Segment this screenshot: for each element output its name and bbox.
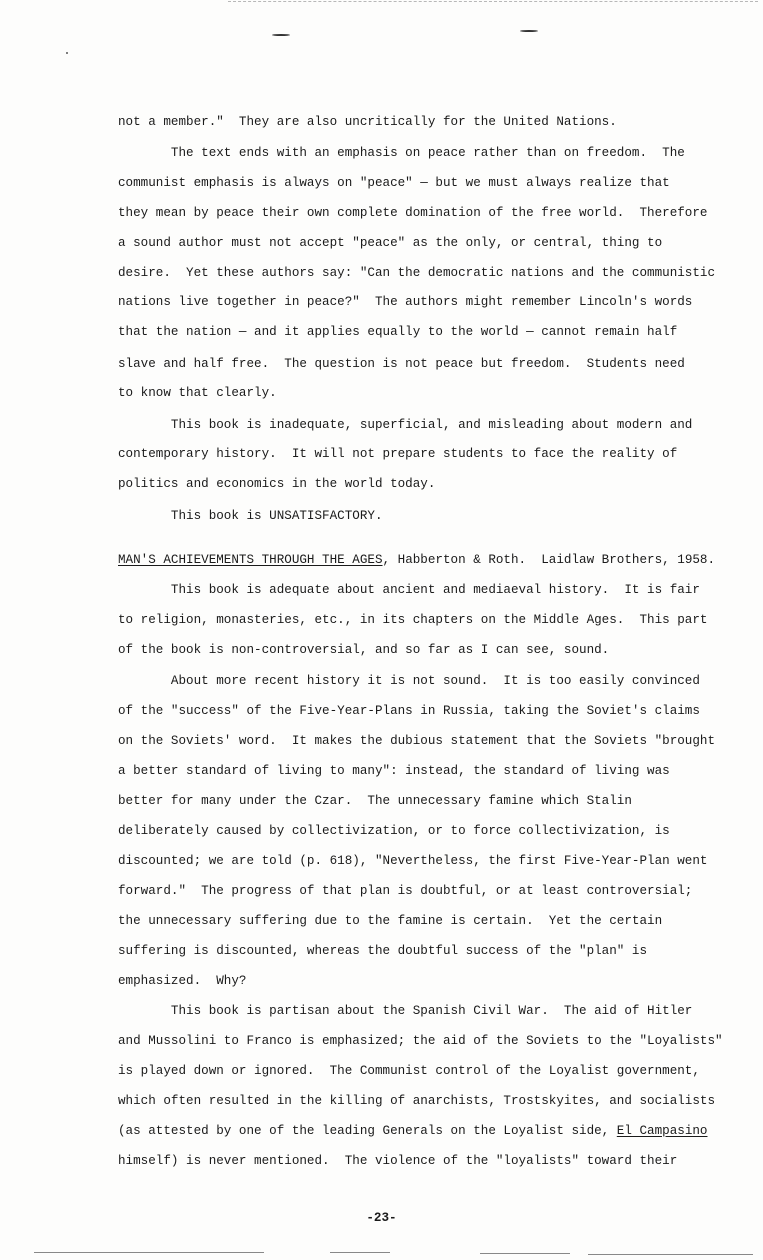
text-line xyxy=(118,552,715,568)
text-run: which often resulted in the killing of anarchists, Trostskyites, and socialists xyxy=(118,1094,716,1108)
text-line xyxy=(118,235,662,251)
text-run: that the nation — and it applies equally to the world — cannot remain half xyxy=(118,325,678,339)
text-line xyxy=(118,673,700,689)
text-line xyxy=(118,853,707,869)
text-run: is played down or ignored. The Communist control of the Loyalist government, xyxy=(118,1064,700,1078)
text-run: This book is adequate about ancient and mediaeval history. It is fair xyxy=(118,583,700,597)
text-line xyxy=(118,356,685,372)
text-run: communist emphasis is always on "peace" — but we must always realize that xyxy=(118,176,670,190)
text-line xyxy=(118,973,246,989)
text-run: suffering is discounted, whereas the doubtful success of the "plan" is xyxy=(118,944,648,958)
text-run: slave and half free. The question is not peace but freedom. Students need xyxy=(118,357,685,371)
text-line xyxy=(118,793,632,809)
text-line xyxy=(118,145,685,161)
text-line xyxy=(118,294,692,310)
text-line xyxy=(118,883,692,899)
text-run: they mean by peace their own complete domination of the free world. Therefore xyxy=(118,206,708,220)
text-line xyxy=(118,114,617,130)
underlined-title: El Campasino xyxy=(616,1124,708,1138)
bottom-rule xyxy=(330,1252,390,1253)
text-run: better for many under the Czar. The unnecessary famine which Stalin xyxy=(118,794,632,808)
text-line xyxy=(118,175,670,191)
text-run: of the "success" of the Five-Year-Plans in Russia, taking the Soviet's claims xyxy=(118,704,700,718)
text-run: and Mussolini to Franco is emphasized; the aid of the Soviets to the "Loyalists" xyxy=(118,1034,723,1048)
text-line xyxy=(118,823,670,839)
text-run: nations live together in peace?" The authors might remember Lincoln's words xyxy=(118,295,693,309)
text-line xyxy=(118,1123,708,1139)
text-line xyxy=(118,733,715,749)
bottom-rule xyxy=(480,1253,570,1254)
text-line xyxy=(118,476,435,492)
text-run: emphasized. Why? xyxy=(118,974,247,988)
text-line xyxy=(118,1153,677,1169)
text-line xyxy=(118,265,715,281)
text-line xyxy=(118,642,609,658)
scan-speck xyxy=(66,52,68,54)
text-line xyxy=(118,913,662,929)
text-run: forward." The progress of that plan is doubtful, or at least controversial; xyxy=(118,884,693,898)
text-run: a better standard of living to many": instead, the standard of living was xyxy=(118,764,670,778)
text-run: on the Soviets' word. It makes the dubious statement that the Soviets "brought xyxy=(118,734,716,748)
text-line xyxy=(118,1033,723,1049)
text-line xyxy=(118,1093,715,1109)
text-line xyxy=(118,508,383,524)
scan-mark xyxy=(272,34,290,36)
text-run: , Habberton & Roth. Laidlaw Brothers, 1958. xyxy=(382,553,716,567)
text-run: deliberately caused by collectivization, or to force collectivization, is xyxy=(118,824,670,838)
bottom-rule xyxy=(34,1252,264,1253)
text-line xyxy=(118,446,677,462)
text-run: The text ends with an emphasis on peace rather than on freedom. The xyxy=(118,146,685,160)
text-run: to know that clearly. xyxy=(118,386,277,400)
text-line xyxy=(118,612,707,628)
text-line xyxy=(118,324,677,340)
text-run: contemporary history. It will not prepare students to face the reality of xyxy=(118,447,678,461)
text-line xyxy=(118,943,647,959)
text-line xyxy=(118,205,707,221)
text-run: discounted; we are told (p. 618), "Nevertheless, the first Five-Year-Plan went xyxy=(118,854,708,868)
scan-mark xyxy=(520,30,538,32)
text-line xyxy=(118,703,700,719)
text-line xyxy=(118,582,700,598)
page-number: -23- xyxy=(366,1211,397,1225)
text-run: (as attested by one of the leading Generals on the Loyalist side, xyxy=(118,1124,617,1138)
text-run: desire. Yet these authors say: "Can the democratic nations and the communistic xyxy=(118,266,716,280)
text-line xyxy=(118,1003,692,1019)
text-run: of the book is non-controversial, and so far as I can see, sound. xyxy=(118,643,610,657)
text-line xyxy=(118,417,692,433)
text-line xyxy=(118,1063,700,1079)
bottom-rule xyxy=(588,1254,753,1255)
text-line xyxy=(118,763,670,779)
text-line xyxy=(118,385,277,401)
text-run: This book is partisan about the Spanish Civil War. The aid of Hitler xyxy=(118,1004,693,1018)
text-run: politics and economics in the world today. xyxy=(118,477,436,491)
text-run: a sound author must not accept "peace" as the only, or central, thing to xyxy=(118,236,663,250)
text-run: About more recent history it is not sound. It is too easily convinced xyxy=(118,674,700,688)
text-run: the unnecessary suffering due to the famine is certain. Yet the certain xyxy=(118,914,663,928)
underlined-title: MAN'S ACHIEVEMENTS THROUGH THE AGES xyxy=(118,553,383,567)
scan-edge-dots xyxy=(228,1,758,2)
text-run: This book is UNSATISFACTORY. xyxy=(118,509,383,523)
text-run: This book is inadequate, superficial, and misleading about modern and xyxy=(118,418,693,432)
text-run: to religion, monasteries, etc., in its chapters on the Middle Ages. This part xyxy=(118,613,708,627)
text-run: himself) is never mentioned. The violence of the "loyalists" toward their xyxy=(118,1154,678,1168)
text-run: not a member." They are also uncritically for the United Nations. xyxy=(118,115,617,129)
